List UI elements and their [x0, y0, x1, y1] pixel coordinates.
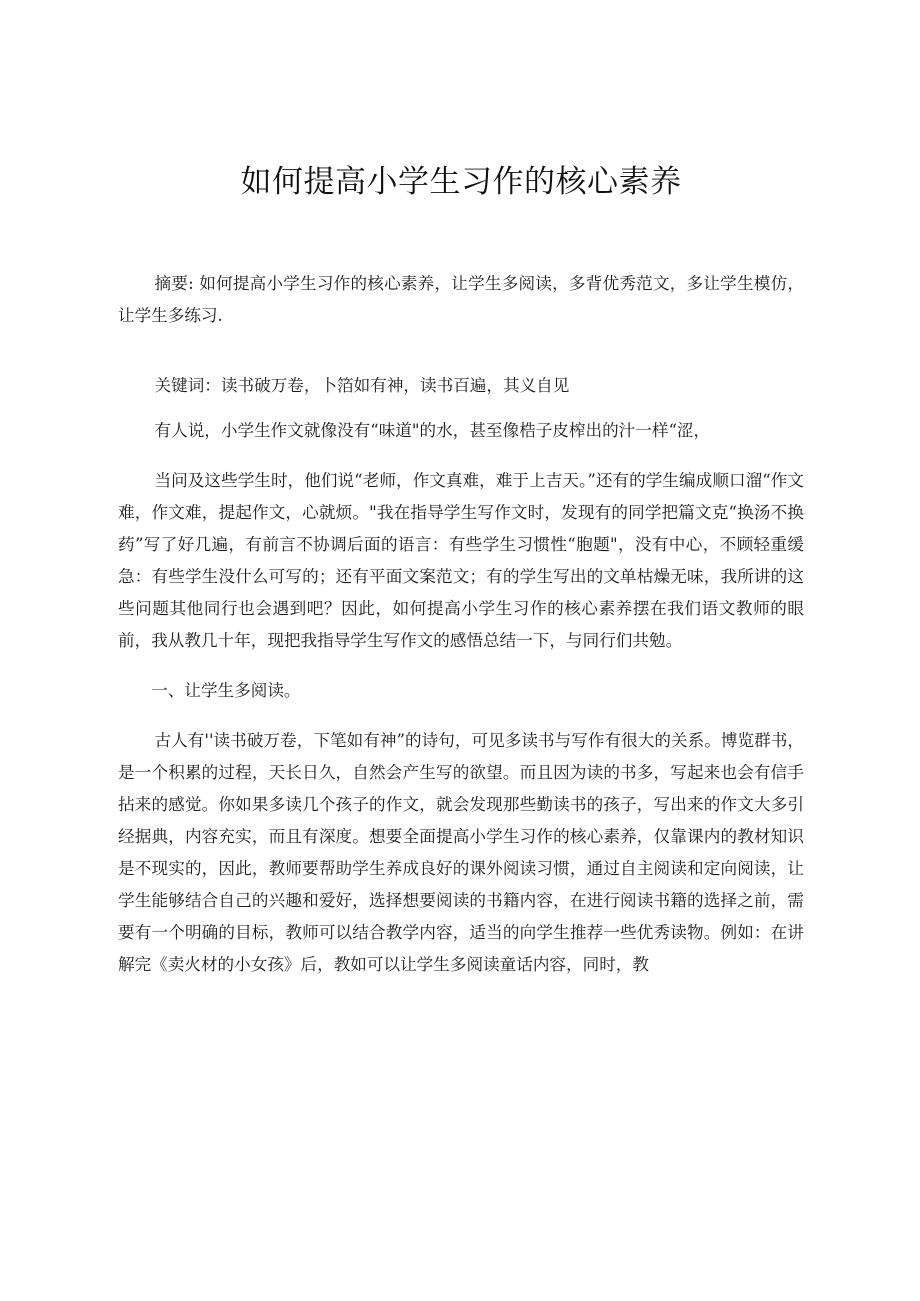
document-title: 如何提高小学生习作的核心素养 — [240, 164, 682, 200]
abstract-paragraph: 摘要: 如何提高小学生习作的核心素养，让学生多阅读，多背优秀范文，多让学生模仿，让学生多练习. — [118, 274, 804, 325]
keywords-paragraph: 关键词：读书破万卷，卜箔如有神，读书百遍，其义自见 — [154, 376, 570, 395]
intro-paragraph-1: 有人说，小学生作文就像没有“味道"的水，甚至像梏子皮榨出的汁一样“涩， — [154, 421, 711, 440]
section-body-1: 古人有''读书破万卷，下笔如有神”的诗句，可见多读书与写作有很大的关系。博览群书，是一个积累的过程，天长日久，自然会产生写的欲望。而且因为读的书多，写起来也会有信手拈来的感觉。你如果多读几个孩子的作文，就会发现那些勤读书的孩子，写出来的作文大多引经据典，内容充实，而且有深度。想要全面提高小学生习作的核心素养，仅靠课内的教材知识是不现实的，因此，教师要帮助学生养成良好的课外阅读习惯，通过自主阅读和定向阅读，让学生能够结合自己的兴趣和爱好，选择想要阅读的书籍内容，在进行阅读书籍的选择之前，需要有一个明确的目标，教师可以结合教学内容，适当的向学生推荐一些优秀读物。例如：在讲解完《卖火材的小女孩》后，教如可以让学生多阅读童话内容，同时，教 — [118, 731, 804, 974]
intro-paragraph-2: 当问及这些学生时，他们说“老师，作文真难，难于上吉天。”还有的学生编成顺口溜“作文难，作文难，提起作文，心就烦。"我在指导学生写作文时，发现有的同学把篇文克“换汤不换药”写了好几遍，有前言不协调后面的语言：有些学生习惯性“胞题"，没有中心，不顾轻重缓急：有些学生没什么可写的；还有平面文案范文；有的学生写出的文单枯燥无味，我所讲的这些问题其他同行也会遇到吧？因此，如何提高小学生习作的核心素养摆在我们语文教师的眼前，我从教几十年，现把我指导学生写作文的感悟总结一下，与同行们共勉。 — [118, 471, 804, 650]
section-heading-1: 一、让学生多阅读。 — [151, 681, 301, 700]
